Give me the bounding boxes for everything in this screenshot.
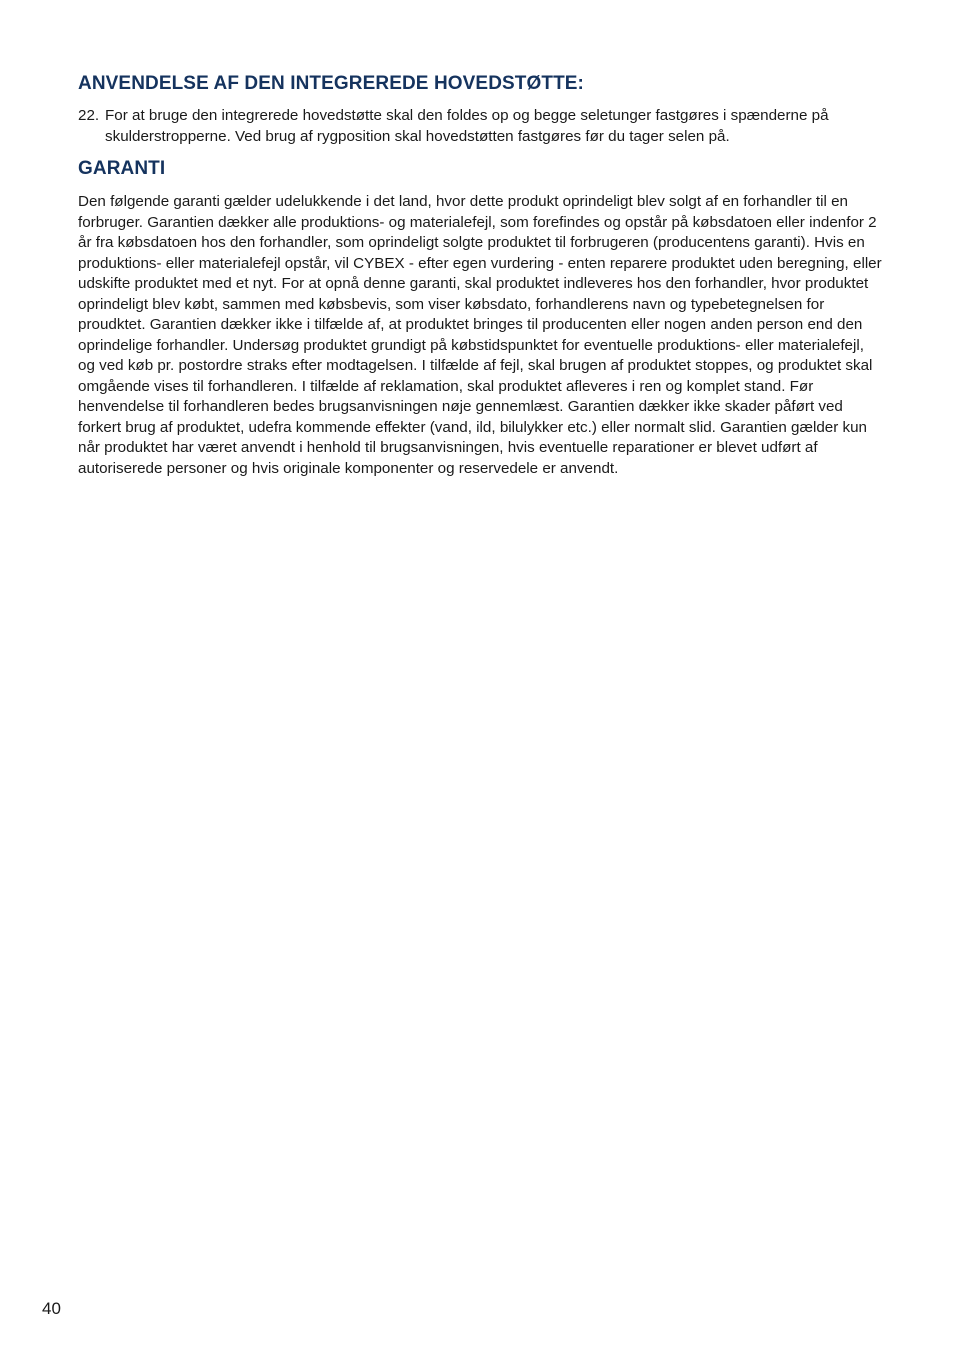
warranty-section <box>78 155 883 479</box>
item-text: For at bruge den integrerede hovedstøtte skal den foldes op og begge seletunger fastgøres i spænderne på skulderstropperne. Ved brug af rygposition skal hovedstøtten fastgøres før du tager selen på. <box>105 107 829 145</box>
headrest-heading: ANVENDELSE AF DEN INTEGREREDE HOVEDSTØTTE: <box>78 73 584 94</box>
warranty-paragraph: Den følgende garanti gælder udelukkende i det land, hvor dette produkt oprindeligt blev solgt af en forhandler til en forbruger. Garantien dækker alle produktions- og materialefejl, som forefindes og opstår på købsdatoen eller indenfor 2 år fra købsdatoen hos den forhandler, som oprindeligt solgte produktet til forbrugeren (producentens garanti). Hvis en produktions- eller materialefejl opstår, vil CYBEX - efter egen vurdering - enten reparere produktet uden beregning, eller udskifte produktet med et nyt. For at opnå denne garanti, skal produktet indleveres hos den forhandler, hvor produktet oprindeligt blev købt, sammen med købsbevis, som viser købsdato, forhandlerens navn og typebetegnelsen for proudktet. Garantien dækker ikke i tilfælde af, at produktet bringes til producenten eller nogen anden person end den oprindelige forhandler. Undersøg produktet grundigt på købstidspunktet for eventuelle produktions- eller materialefejl, og ved køb pr. postordre straks efter modtagelsen. I tilfælde af fejl, skal brugen af produktet stoppes, og produktet skal omgående vises til forhandleren. I tilfælde af reklamation, skal produktet afleveres i ren og komplet stand. Før henvendelse til forhandleren bedes brugsanvisningen nøje gennemlæst. Garantien dækker ikke skader påført ved forkert brug af produktet, udefra kommende effekter (vand, ild, bilulykker etc.) eller normalt slid. Garantien gælder kun når produktet har været anvendt i henhold til brugsanvisningen, hvis eventuelle reparationer er blevet udført af autoriserede personer og hvis originale komponenter og reservedele er anvendt. <box>78 193 882 477</box>
page-content <box>78 70 883 479</box>
page-number: 40 <box>42 1299 61 1318</box>
list-item <box>78 106 883 147</box>
warranty-heading: GARANTI <box>78 158 166 180</box>
headrest-section <box>78 70 883 147</box>
item-number: 22. <box>78 107 100 124</box>
